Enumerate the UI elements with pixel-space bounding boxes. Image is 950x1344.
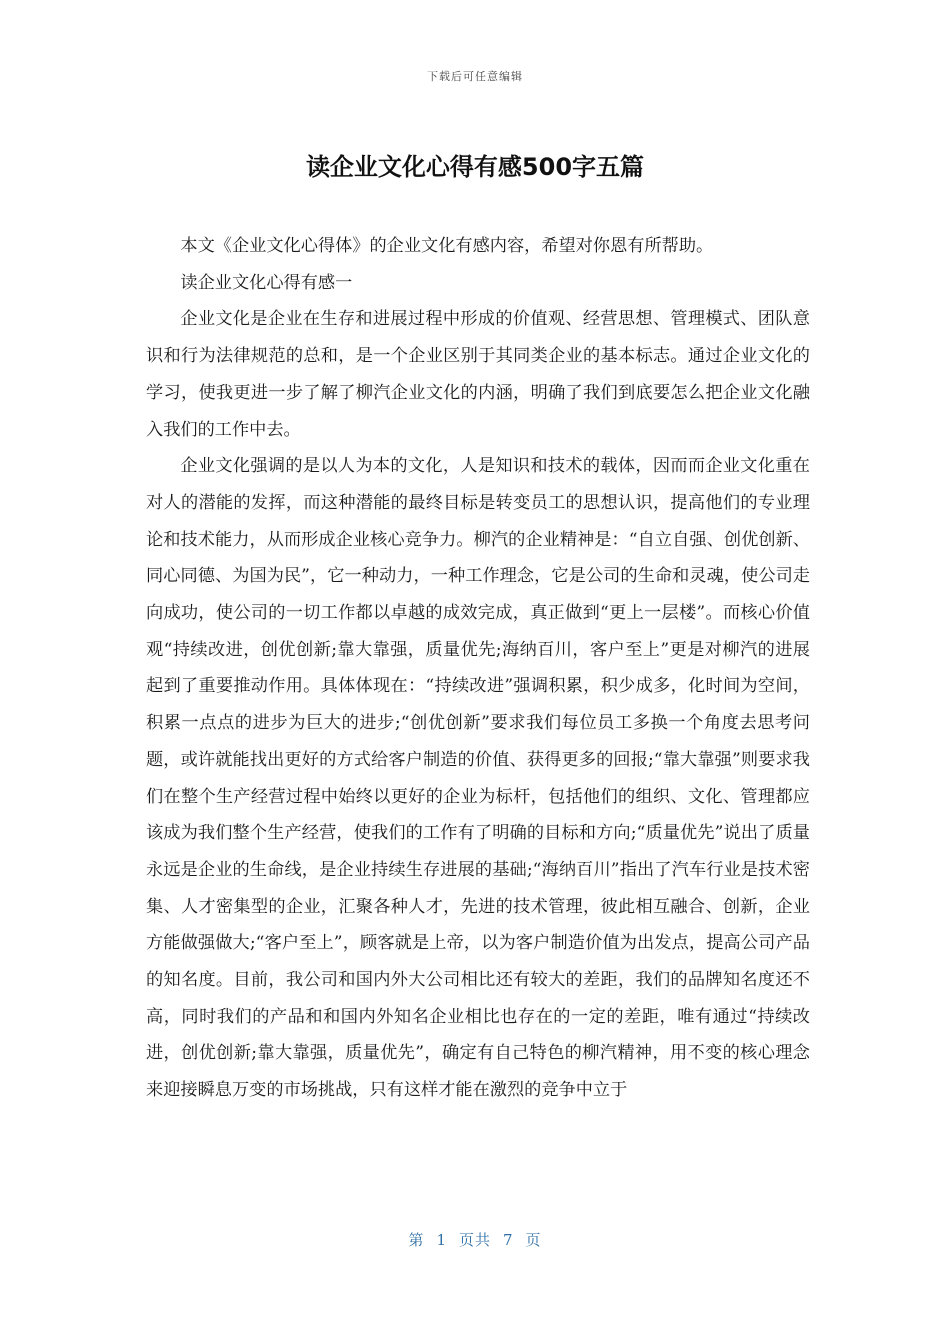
footer-word-page: 第 bbox=[408, 1231, 425, 1249]
current-page-number: 1 bbox=[436, 1231, 447, 1249]
document-body bbox=[146, 228, 810, 1109]
footer-word-pages: 页 bbox=[525, 1231, 542, 1249]
page-footer bbox=[0, 1229, 950, 1250]
intro-paragraph: 本文《企业文化心得体》的企业文化有感内容，希望对你恩有所帮助。 bbox=[180, 236, 714, 256]
body-paragraph: 企业文化是企业在生存和进展过程中形成的价值观、经营思想、管理模式、团队意识和行为法律规范的总和，是一个企业区别于其同类企业的基本标志。通过企业文化的学习，使我更进一步了解了柳汽企业文化的内涵，明确了我们到底要怎么把企业文化融入我们的工作中去。 bbox=[146, 309, 810, 440]
body-paragraph: 企业文化强调的是以人为本的文化，人是知识和技术的载体，因而而企业文化重在对人的潜能的发挥，而这种潜能的最终目标是转变员工的思想认识，提高他们的专业理论和技术能力，从而形成企业核心竞争力。柳汽的企业精神是：“自立自强、创优创新、同心同德、为国为民”，它一种动力，一种工作理念，它是公司的生命和灵魂，使公司走向成功，使公司的一切工作都以卓越的成效完成，真正做到“更上一层楼”。而核心价值观“持续改进，创优创新;靠大靠强，质量优先;海纳百川，客户至上”更是对柳汽的进展起到了重要推动作用。具体体现在：“持续改进”强调积累，积少成多，化时间为空间，积累一点点的进步为巨大的进步;“创优创新”要求我们每位员工多换一个角度去思考问题，或许就能找出更好的方式给客户制造的价值、获得更多的回报;“靠大靠强”则要求我们在整个生产经营过程中始终以更好的企业为标杆，包括他们的组织、文化、管理都应该成为我们整个生产经营，使我们的工作有了明确的目标和方向;“质量优先”说出了质量永远是企业的生命线，是企业持续生存进展的基础;“海纳百川”指出了汽车行业是技术密集、人才密集型的企业，汇聚各种人才，先进的技术管理，彼此相互融合、创新，企业方能做强做大;“客户至上”，顾客就是上帝，以为客户制造价值为出发点，提高公司产品的知名度。目前，我公司和国内外大公司相比还有较大的差距，我们的品牌知名度还不高，同时我们的产品和和国内外知名企业相比也存在的一定的差距，唯有通过“持续改进，创优创新;靠大靠强，质量优先”，确定有自己特色的柳汽精神，用不变的核心理念来迎接瞬息万变的市场挑战，只有这样才能在激烈的竞争中立于 bbox=[146, 456, 810, 1101]
document-title: 读企业文化心得有感500字五篇 bbox=[305, 153, 645, 181]
header-note: 下载后可任意编辑 bbox=[427, 70, 523, 83]
section-heading: 读企业文化心得有感一 bbox=[180, 272, 353, 293]
footer-word-of: 页共 bbox=[458, 1231, 491, 1249]
total-page-count: 7 bbox=[503, 1231, 514, 1249]
